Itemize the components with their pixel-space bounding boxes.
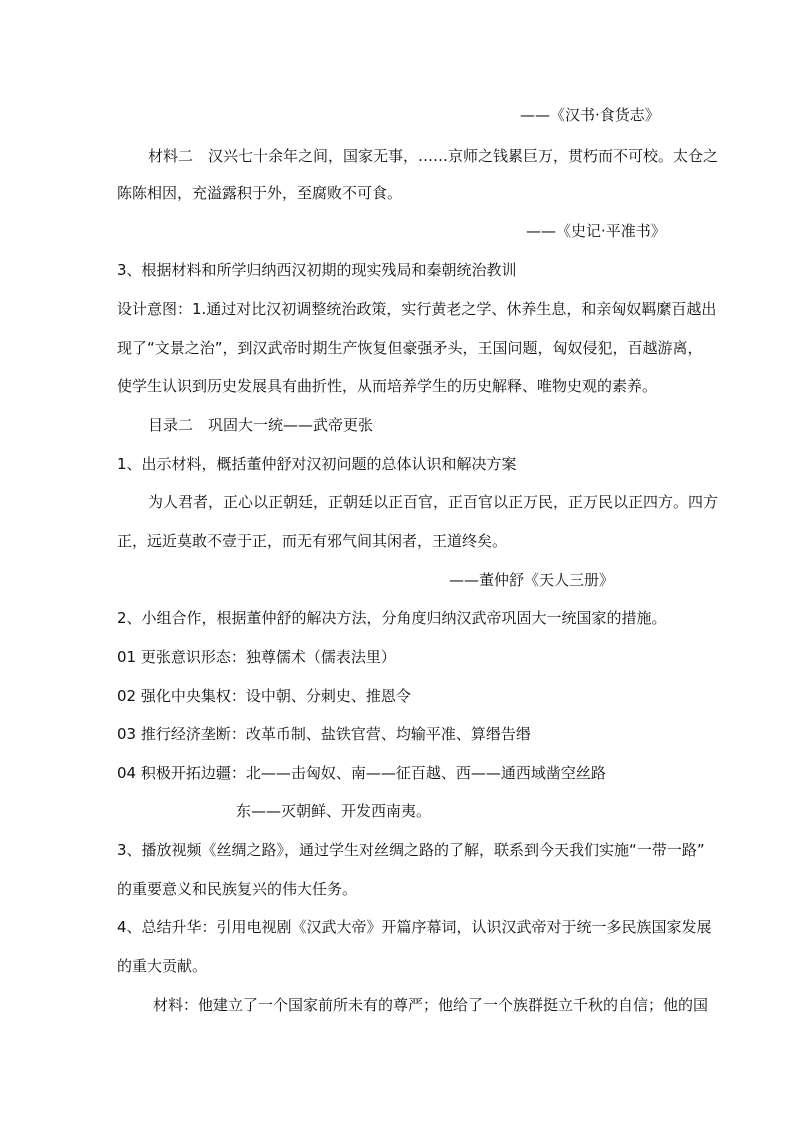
- dong-zhongshu-quote-line-2: 正，远近莫敢不壹于正，而无有邪气间其闲者，王道终矣。: [117, 532, 508, 550]
- design-intent-line-3: 使学生认识到历史发展具有曲折性，从而培养学生的历史解释、唯物史观的素养。: [117, 377, 658, 395]
- source-citation-tianren: ——董仲舒《天人三册》: [449, 571, 615, 589]
- task-1-heading: 1、出示材料，概括董仲舒对汉初问题的总体认识和解决方案: [117, 455, 517, 473]
- task-4-summary-line-1: 4、总结升华：引用电视剧《汉武大帝》开篇序幕词，认识汉武帝对于统一多民族国家发展: [117, 918, 712, 936]
- measure-02: 02 强化中央集权：设中朝、分刺史、推恩令: [117, 687, 411, 705]
- design-intent-line-2: 现了“文景之治”，到汉武帝时期生产恢复但豪强矛头，王国问题，匈奴侵犯，百越游离，: [117, 339, 703, 357]
- task-3-heading: 3、根据材料和所学归纳西汉初期的现实残局和秦朝统治教训: [117, 261, 517, 279]
- section-two-title: 目录二 巩固大一统——武帝更张: [148, 416, 374, 434]
- task-2-heading: 2、小组合作，根据董仲舒的解决方法，分角度归纳汉武帝巩固大一统国家的措施。: [117, 609, 667, 627]
- closing-material-line-1: 材料：他建立了一个国家前所未有的尊严；他给了一个族群挺立千秋的自信；他的国: [153, 996, 709, 1014]
- material-two-line-2: 陈陈相因，充溢露积于外，至腐败不可食。: [117, 184, 403, 202]
- task-3-video-line-1: 3、播放视频《丝绸之路》，通过学生对丝绸之路的了解，联系到今天我们实施“一带一路”: [117, 841, 705, 859]
- measure-01: 01 更张意识形态：独尊儒术（儒表法里）: [117, 648, 396, 666]
- source-citation-shiji: ——《史记·平准书》: [526, 222, 666, 240]
- task-4-summary-line-2: 的重大贡献。: [117, 957, 208, 975]
- dong-zhongshu-quote-line-1: 为人君者，正心以正朝廷，正朝廷以正百官，正百官以正万民，正万民以正四方。四方: [148, 493, 719, 511]
- measure-04-continued: 东——灭朝鲜、开发西南夷。: [236, 802, 432, 820]
- source-citation-hanshu: ——《汉书·食货志》: [520, 106, 660, 124]
- measure-03: 03 推行经济垄断：改革币制、盐铁官营、均输平准、算缗告缗: [117, 725, 531, 743]
- measure-04: 04 积极开拓边疆：北——击匈奴、南——征百越、西——通西域凿空丝路: [117, 764, 606, 782]
- material-two-line-1: 材料二 汉兴七十余年之间，国家无事，……京师之钱累巨万，贯朽而不可校。太仓之: [148, 147, 719, 165]
- design-intent-line-1: 设计意图：1.通过对比汉初调整统治政策，实行黄老之学、休养生息，和亲匈奴羁縻百越出: [117, 300, 717, 318]
- task-3-video-line-2: 的重要意义和民族复兴的伟大任务。: [117, 880, 358, 898]
